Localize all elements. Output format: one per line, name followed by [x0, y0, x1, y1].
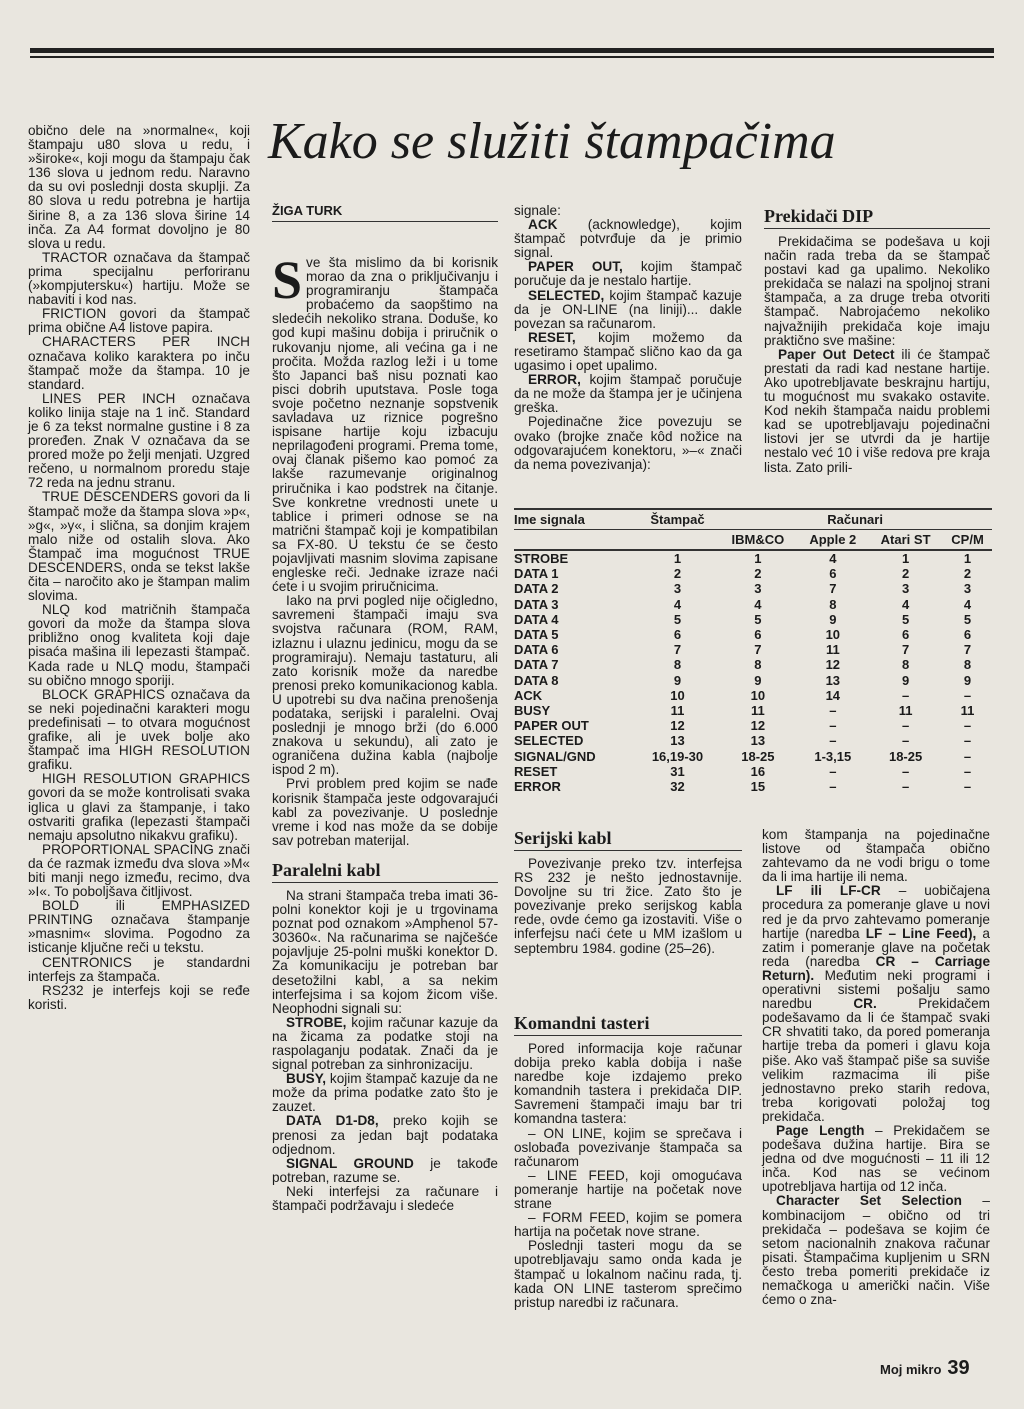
- pin-cell: 7: [673, 642, 682, 658]
- text: kojim štampač kazuje da je ON-LINE (na liniji)... dakle povezan sa računarom.: [514, 287, 742, 331]
- table-row: [514, 642, 992, 657]
- pin-cell: 8: [963, 657, 972, 673]
- pin-cell: –: [963, 733, 972, 749]
- paragraph: [514, 331, 742, 373]
- header-printer: Štampač: [637, 509, 719, 530]
- top-rule-thin: [30, 56, 994, 58]
- signal-table-grid: [514, 508, 992, 794]
- pin-cell: 11: [960, 703, 975, 719]
- pin-cell: –: [963, 748, 972, 764]
- pin-cell: 10: [825, 627, 841, 643]
- pin-cell: 2: [901, 566, 910, 582]
- pin-cell: 1: [901, 551, 910, 566]
- paragraph: [514, 289, 742, 331]
- signal-name-cell: DATA 4: [514, 611, 559, 627]
- paragraph: LINES PER INCH označava koliko linija staje na 1 inč. Standard je 6 za tekst normalne gustine i 8 za proređen. Znak V označava da se prored može po želji menjati. Uzgred rečeno, u normalnom proredu staje 72 reda na jednu stranu.: [28, 390, 250, 491]
- pin-cell: 3: [754, 581, 762, 597]
- text: a zatim i pomeranje glave na početak reda (naredba: [762, 925, 990, 969]
- term: PAPER OUT,: [528, 259, 623, 275]
- magazine-name: Moj mikro: [880, 1362, 942, 1377]
- table-row: [514, 627, 992, 642]
- column-2: [272, 250, 498, 1213]
- paragraph: – ON LINE, kojim se sprečava i oslobađa povezivanje štampača sa računarom: [514, 1125, 742, 1169]
- text: ili će štampač prestati da radi kad nestane hartije. Ako upotrebljavate beskrajnu hartiju, tu mogućnost mu svakako ostavite. Kod nekih štampača naidu problemi kad se upotrebljavaju pojedinačni listovi jer se utvrdi da je hartije nestalo već 10 i više redova pre kraja lista. Zato prili-: [764, 346, 991, 475]
- text: Prekidačem podešavamo da li će štampač svaki CR shvatiti tako, da pored pomeranja hartije treba da pomeri i glavu koja piše. Ako vaš štampač piše sa suviše velikim razmacima ili piše jednostavno preko starih redova, treba korigovati položaj tog prekidača.: [762, 996, 990, 1124]
- pin-cell: –: [829, 718, 837, 734]
- pin-cell: 2: [754, 566, 762, 582]
- header-apple: Apple 2: [798, 530, 869, 551]
- signal-name-cell: PAPER OUT: [514, 718, 589, 734]
- pin-cell: 16,19-30: [651, 748, 704, 764]
- table-row: [514, 566, 992, 581]
- pin-cell: 4: [673, 596, 682, 612]
- paragraph: Poslednji tasteri mogu da se upotrebljavaju samo onda kada je štampač u lokalnom načinu rada, tj. kada ON LINE tasterom sprečimo pristup naredbi iz računara.: [514, 1238, 742, 1310]
- pin-cell: 6: [901, 627, 910, 643]
- signal-name-cell: SIGNAL/GND: [514, 748, 596, 764]
- table-row: [514, 718, 992, 733]
- pin-cell: 6: [963, 627, 972, 643]
- column-6: [762, 828, 990, 1307]
- pin-cell: 31: [670, 763, 685, 779]
- paragraph: obično dele na »normalne«, koji štampaju u80 slova u redu, i »široke«, koji mogu da štampaju čak 136 slova u jednom redu. Naravno da su ovi poslednji dosta skuplji. Za 80 slova u redu potrebna je hartija širine 8, a za 136 slova širine 14 inča. Za A4 format dovoljno je 80 slova u redu.: [28, 123, 250, 251]
- pin-cell: –: [963, 779, 972, 795]
- header-signal: Ime signala: [514, 509, 637, 530]
- paragraph: Na strani štampača treba imati 36-polni konektor koji je u trgovinama poznat pod oznakom »Amphenol 57-30360«. Na računarima se najčešće pojavljuje 25-polni muški konektor D. Za komunikaciju je potreban bar desetožilni kabl, a sa nekim interfejsima i sa kojom žicom više. Neophodni signali su:: [272, 887, 498, 1016]
- pin-cell: 7: [963, 642, 972, 658]
- pin-cell: 11: [898, 703, 913, 719]
- heading-dip-switches: Prekidači DIP: [764, 206, 990, 229]
- pin-cell: 13: [750, 733, 766, 749]
- table-row: [514, 612, 992, 627]
- paragraph: HIGH RESOLUTION GRAPHICS govori da se može kontrolisati svaka iglica u glavi za štampanje, i tako ostvariti grafika (lepezasti štampači nemaju apsolutno nikakvu grafiku).: [28, 771, 250, 843]
- pin-cell: –: [901, 733, 910, 749]
- term: LF ili LF-CR: [776, 883, 881, 899]
- pin-cell: 7: [829, 581, 837, 597]
- signal-name-cell: DATA 3: [514, 596, 559, 612]
- column-1: [28, 124, 250, 1012]
- table-row: [514, 779, 992, 794]
- drop-cap: S: [272, 250, 303, 310]
- paragraph: [514, 373, 742, 415]
- paragraph: – FORM FEED, kojim se pomera hartija na početak nove strane.: [514, 1210, 742, 1240]
- paragraph: [762, 1124, 990, 1194]
- pin-cell: –: [963, 763, 972, 779]
- table-row: [514, 657, 992, 672]
- paragraph: – LINE FEED, koji omogućava pomeranje hartije na početak nove strane: [514, 1167, 742, 1212]
- text: kojim možemo da resetiramo štampač slično kao da ga ugasimo i opet upalimo.: [514, 329, 742, 374]
- paragraph: Iako na prvi pogled nije očigledno, savremeni štampači imaju sva svojstva računara (ROM, RAM, izlaznu i ulaznu jedinicu, mogu da se programiraju). Nemaju tastaturu, ali zato korisnik može da naredbe prenosi preko komunikacionog kabla. U upotrebi su dva načina prenošenja podataka, serijski i paralelni. Ovaj poslednji je mnogo brži (do 6.000 znakova u sekundu), ali zato je ograničena dužina kabla (najbolje ispod 2 m).: [272, 593, 498, 778]
- paragraph: Pored informacija koje računar dobija preko kabla dobija i naše naredbe koje izdajemo preko komandnih tastera i prekidača DIP. Savremeni štampači imaju bar tri komandna tastera:: [514, 1041, 742, 1127]
- pin-cell: –: [963, 718, 972, 734]
- pin-cell: –: [901, 779, 910, 795]
- paragraph: Prekidačima se podešava u koji način rada treba da se štampač postavi kad ga upalimo. Nekoliko prekidača se nalazi na spoljnoj strani štampača, a za druge treba otvoriti štampač. Nabrojaćemo nekoliko najvažnijih prekidača koje imaju praktično sve mašine:: [764, 234, 990, 348]
- table-row: [514, 733, 992, 748]
- header-empty: [514, 530, 637, 551]
- paragraph: Pojedinačne žice povezuju se ovako (brojke znače kôd nožice na odgovarajućem konektoru, »–« znači da nema povezivanja):: [514, 414, 742, 472]
- paragraph: Neki interfejsi za računare i štampači podržavaju i sledeće: [272, 1183, 498, 1213]
- intro-paragraph: [272, 250, 498, 595]
- table-row: [514, 550, 992, 566]
- pin-cell: 1-3,15: [814, 748, 852, 764]
- pin-cell: 11: [670, 703, 685, 719]
- signal-name-cell: BUSY: [514, 703, 551, 719]
- top-rule-thick: [30, 48, 994, 53]
- term: ERROR,: [528, 372, 581, 388]
- table-body: [514, 550, 992, 794]
- article-title: Kako se služiti štampačima: [268, 113, 836, 170]
- pin-cell: 4: [829, 551, 837, 566]
- heading-serial-cable: Serijski kabl: [514, 828, 742, 851]
- signal-name-cell: ERROR: [514, 779, 561, 795]
- paragraph: Prvi problem pred kojim se nađe korisnik štampača jeste odgovarajući kabl za povezivanje. U poslednje vreme i kod nas može da se dobije sav potreban materijal.: [272, 776, 498, 848]
- term: CR – Carriage Return).: [762, 953, 990, 983]
- pin-cell: 8: [673, 657, 682, 673]
- table-row: [514, 581, 992, 596]
- pin-cell: 9: [901, 672, 910, 688]
- pin-cell: 16: [750, 763, 766, 779]
- pin-cell: 9: [963, 672, 972, 688]
- pin-cell: –: [901, 718, 910, 734]
- term: Page Length: [776, 1122, 865, 1138]
- pin-cell: 5: [754, 611, 762, 627]
- pin-cell: 11: [750, 703, 765, 719]
- pin-cell: –: [829, 763, 837, 779]
- pin-cell: 13: [825, 672, 841, 688]
- header-atari: Atari ST: [868, 530, 943, 551]
- heading-command-keys: Komandni tasteri: [514, 1013, 742, 1036]
- signal-name-cell: SELECTED: [514, 733, 584, 749]
- pin-cell: 5: [673, 611, 682, 627]
- pin-cell: 5: [901, 611, 910, 627]
- paragraph: BOLD ili EMPHASIZED PRINTING označava štampanje »masnim« slovima. Pogodno za isticanje ključne reči u tekstu.: [28, 898, 250, 956]
- signal-name-cell: ACK: [514, 687, 543, 703]
- pin-cell: 9: [829, 611, 837, 627]
- signal-name-cell: RESET: [514, 763, 558, 779]
- pin-cell: –: [829, 703, 837, 719]
- text: – Prekidačem se podešava dužina hartije. Bira se jedna od dve mogućnosti – 11 ili 12 inča. Kod nas se većinom upotrebljava hartija od 12 inča.: [762, 1122, 990, 1195]
- table-row: [514, 597, 992, 612]
- pin-cell: 9: [754, 672, 762, 688]
- pin-cell: 6: [673, 627, 682, 643]
- text: kojim štampač poručuje da ne može da štampa jer je učinjena greška.: [514, 372, 742, 416]
- pin-cell: –: [901, 763, 910, 779]
- text: (acknowledge), kojim štampač potvrđuje da je primio signal.: [514, 217, 742, 261]
- term: LF – Line Feed),: [865, 925, 977, 941]
- paragraph: TRACTOR označava da štampač prima specijalnu perforiranu (»kompjutersku«) hartiju. Može se nabaviti i kod nas.: [28, 249, 250, 308]
- table-row: [514, 764, 992, 779]
- page-number: 39: [947, 1357, 970, 1379]
- paragraph: [272, 1072, 498, 1114]
- column-keys: [514, 1013, 742, 1310]
- pin-cell: 2: [673, 566, 682, 582]
- heading-parallel-cable: Paralelni kabl: [272, 860, 498, 883]
- table-row: [514, 688, 992, 703]
- pin-cell: 4: [963, 596, 972, 612]
- pin-cell: 1: [673, 551, 682, 566]
- pin-cell: 3: [673, 581, 682, 597]
- text: kojim štampač poručuje da je nestalo hartije.: [514, 259, 742, 289]
- pin-cell: –: [829, 779, 837, 795]
- paragraph: [272, 1016, 498, 1072]
- signal-name-cell: DATA 6: [514, 642, 559, 658]
- pin-cell: 4: [754, 596, 762, 612]
- pin-cell: 14: [825, 687, 841, 703]
- text: kojim računar kazuje da na žicama za podatke stoji na raspolaganju podatak. Znači da je signal potreban za sinhronizaciju.: [272, 1014, 498, 1073]
- term: ACK: [528, 217, 558, 233]
- table-subheader-row: [514, 530, 992, 551]
- term: STROBE,: [286, 1014, 347, 1030]
- text: – uobičajena procedura za pomeranje glave u novi red je da prvo zahtevamo pomeranje hartije (naredba: [762, 883, 991, 941]
- pin-cell: 11: [825, 642, 840, 658]
- intro-text: ve šta mislimo da bi korisnik morao da zna o priključivanju i programiranju štampača probaćemo da saopštimo na sledećih nekoliko strana. Doduše, ko god kupi mašinu dobija i priručnik o rukovanju njome, ali većina ga i ne pročita. Možda razlog leži i u tome što Japanci baš nisu poznati kao pisci dobrih uputstava. Posle toga svoje početno neznanje sopstvenik savladava uz riznice pogrešno ispisane hartije koju izbacuju neprilagođeni programi. Prema tome, ovaj članak pišemo kao pomoć za lakše razumevanje originalnog priručnika i kao podstrek na čitanje. Sve konkretne vrednosti unete u tablice i primeri odnose se na matrični štampač koji je kompatibilan sa FX-80. U tekstu će se često pojavljivati masnim slovima zapisane engleske reči. Jednake izraze naći ćete i u svojim priručnicima.: [272, 255, 498, 595]
- paragraph: RS232 je interfejs koji se ređe koristi.: [28, 982, 250, 1012]
- pin-cell: 5: [963, 611, 972, 627]
- paragraph: [514, 260, 742, 288]
- column-serial: [514, 828, 742, 956]
- byline-rule: [272, 221, 498, 222]
- column-4: [764, 206, 990, 475]
- pin-cell: 7: [754, 642, 762, 658]
- pin-cell: 3: [901, 581, 910, 597]
- pin-cell: 8: [829, 596, 837, 612]
- term: SELECTED,: [528, 287, 605, 303]
- signal-name-cell: DATA 7: [514, 657, 559, 673]
- term: Paper Out Detect: [778, 346, 895, 362]
- pin-cell: 4: [901, 596, 910, 612]
- pin-cell: –: [829, 733, 837, 749]
- pin-cell: 7: [901, 642, 910, 658]
- term: DATA D1-D8,: [286, 1113, 379, 1129]
- pin-cell: 10: [670, 687, 685, 703]
- term: SIGNAL GROUND: [286, 1155, 414, 1171]
- text: preko kojih se prenosi za jedan bajt podataka odjednom.: [272, 1113, 498, 1157]
- pin-cell: –: [901, 687, 910, 703]
- signal-name-cell: DATA 8: [514, 672, 559, 688]
- signal-name-cell: DATA 2: [514, 581, 559, 597]
- table-header-row: [514, 509, 992, 530]
- header-empty: [637, 530, 719, 551]
- term: CR.: [853, 996, 877, 1012]
- pin-cell: –: [963, 687, 972, 703]
- pin-cell: 1: [754, 551, 762, 566]
- header-ibm: IBM&CO: [718, 530, 797, 551]
- pin-cell: 12: [825, 657, 841, 673]
- paragraph: NLQ kod matričnih štampača govori da može da štampa slova približno onog kvaliteta koji daje pisaća mašina ili lepezasti štampač. Kada rade u NLQ modu, štampači su obično mnogo sporiji.: [28, 602, 250, 688]
- signal-table: [514, 508, 992, 794]
- pin-cell: 2: [963, 566, 972, 582]
- text: – kombinacijom – obično od tri prekidača – podešava se kojim će setom nacionalnih znakova računar pisati. Štampačima kupljenim u SRN često treba pomeriti prekidače iz nemačkoga u američki način. Više ćemo o zna-: [762, 1193, 990, 1308]
- pin-cell: 15: [750, 779, 766, 795]
- paragraph: signale:: [514, 203, 561, 218]
- pin-cell: 8: [901, 657, 910, 673]
- term: BUSY,: [286, 1071, 327, 1087]
- pin-cell: 10: [750, 687, 766, 703]
- paragraph: PROPORTIONAL SPACING znači da će razmak između dva slova »M« biti manji nego između, recimo, dva »I«. To poboljšava čitljivost.: [28, 841, 250, 900]
- paragraph: TRUE DESCENDERS govori da li štampač može da štampa slova »p«, »g«, »y«, i slična, sa donjim krajem malo niže od ostalih slova. Ako Štampač ima mogućnost TRUE DESCENDERS, onda se tekst lakše čita – naročito ako je štampan malim slovima.: [28, 489, 250, 604]
- paragraph: [762, 1194, 990, 1307]
- text: kojim štampač kazuje da ne može da prima podatke zato što je zauzet.: [272, 1071, 498, 1115]
- column-3: [514, 204, 742, 472]
- paragraph: [764, 348, 990, 475]
- paragraph: [514, 218, 742, 260]
- pin-cell: 12: [670, 718, 685, 734]
- signal-name-cell: STROBE: [514, 551, 569, 566]
- text: Međutim neki programi i operativni sistemi pošalju samo naredbu: [762, 967, 990, 1012]
- header-cpm: CP/M: [943, 530, 992, 551]
- paragraph: [272, 1114, 498, 1156]
- paragraph: FRICTION govori da štampač prima obične A4 listove papira.: [28, 306, 250, 336]
- pin-cell: 8: [754, 657, 762, 673]
- pin-cell: 3: [963, 581, 972, 597]
- table-row: [514, 749, 992, 764]
- paragraph: Povezivanje preko tzv. interfejsa RS 232 je nešto jednostavnije. Dovoljne su tri žice. Zato što je povezivanje preko serijskog kabla rede, ovde ćemo ga izostaviti. Više o inferfejsu naći ćete u MM izašlom u septembru 1984. godine (25–26).: [514, 856, 742, 956]
- pin-cell: 32: [670, 779, 685, 795]
- term: Character Set Selection: [776, 1193, 962, 1209]
- paragraph: kom štampanja na pojedinačne listove od štampača obično zahtevamo da ne vodi brigu o tome da li ima hartije ili nema.: [762, 827, 990, 885]
- paragraph: [272, 1157, 498, 1185]
- pin-cell: 18-25: [741, 748, 775, 764]
- pin-cell: 9: [673, 672, 682, 688]
- paragraph: CHARACTERS PER INCH označava koliko karaktera po inču štampač može da štampa. 10 je standard.: [28, 334, 250, 392]
- signal-name-cell: DATA 5: [514, 627, 559, 643]
- author-byline: ŽIGA TURK: [272, 203, 343, 218]
- signal-name-cell: DATA 1: [514, 566, 559, 582]
- paragraph: [762, 884, 990, 1124]
- page-footer: [880, 1357, 970, 1380]
- pin-cell: 6: [829, 566, 837, 582]
- paragraph: CENTRONICS je standardni interfejs za štampača.: [28, 954, 250, 984]
- pin-cell: 12: [750, 718, 766, 734]
- table-row: [514, 703, 992, 718]
- pin-cell: 13: [670, 733, 685, 749]
- pin-cell: 6: [754, 627, 762, 643]
- paragraph: BLOCK GRAPHICS označava da se neki pojedinačni karakteri mogu predefinisati – to otvara mogućnost grafike, ali je uvek bolje ako štampač ima HIGH RESOLUTION grafiku.: [28, 686, 250, 773]
- table-row: [514, 673, 992, 688]
- pin-cell: 18-25: [888, 748, 923, 764]
- header-computers: Računari: [718, 509, 992, 530]
- text: je takođe potreban, razume se.: [272, 1155, 498, 1185]
- pin-cell: 1: [963, 551, 972, 566]
- term: RESET,: [528, 329, 576, 345]
